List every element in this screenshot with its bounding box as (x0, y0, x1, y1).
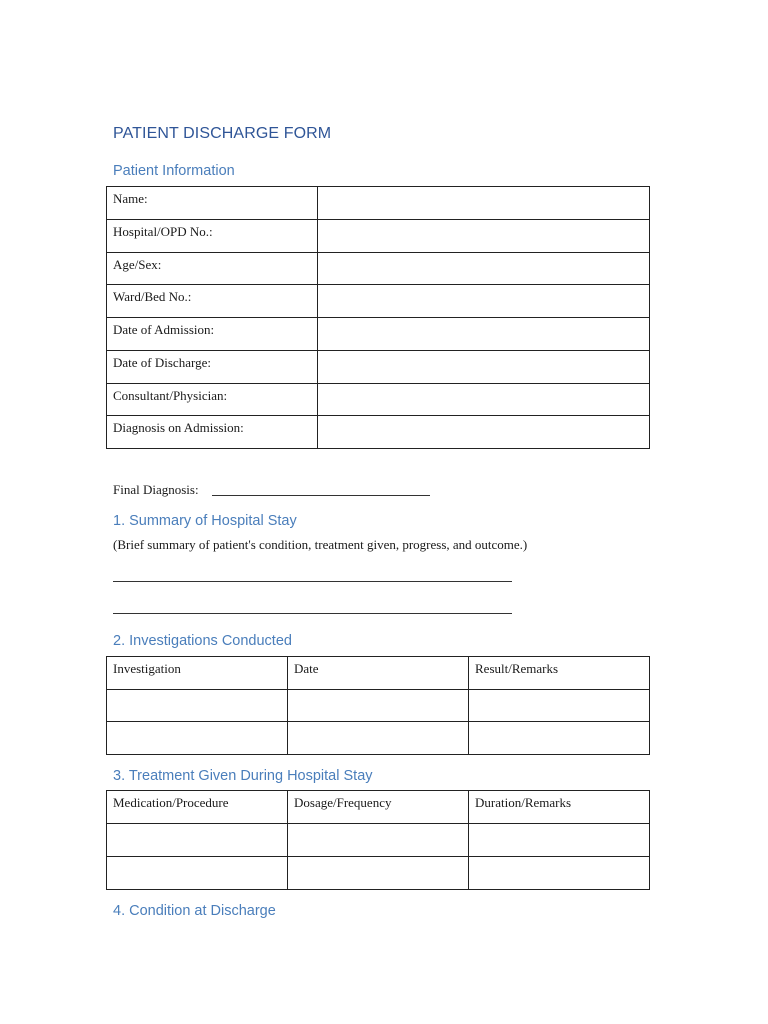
field-label: Hospital/OPD No.: (107, 219, 318, 252)
table-cell[interactable] (288, 689, 469, 722)
summary-heading: 1. Summary of Hospital Stay (113, 513, 297, 529)
field-value[interactable] (318, 318, 650, 351)
table-row (107, 824, 650, 857)
patient-info-row (107, 416, 650, 449)
table-header-row (107, 657, 650, 690)
patient-info-row (107, 252, 650, 285)
field-label: Consultant/Physician: (107, 383, 318, 416)
table-header-cell: Investigation (107, 657, 288, 690)
table-row (107, 689, 650, 722)
table-header-cell: Dosage/Frequency (288, 791, 469, 824)
table-header-cell: Result/Remarks (469, 657, 650, 690)
field-label: Age/Sex: (107, 252, 318, 285)
field-label: Date of Admission: (107, 318, 318, 351)
patient-info-heading: Patient Information (113, 163, 235, 179)
patient-info-row (107, 219, 650, 252)
summary-line-2[interactable] (113, 613, 512, 614)
treatment-table (106, 790, 650, 890)
final-diagnosis (113, 482, 199, 498)
patient-info-row (107, 285, 650, 318)
field-value[interactable] (318, 187, 650, 220)
field-value[interactable] (318, 383, 650, 416)
investigations-table (106, 656, 650, 755)
table-header-cell: Medication/Procedure (107, 791, 288, 824)
summary-line-1[interactable] (113, 581, 512, 582)
table-cell[interactable] (288, 824, 469, 857)
final-diagnosis-label: Final Diagnosis: (113, 482, 199, 497)
table-row (107, 722, 650, 755)
patient-info-row (107, 318, 650, 351)
table-cell[interactable] (288, 722, 469, 755)
field-label: Ward/Bed No.: (107, 285, 318, 318)
field-label: Date of Discharge: (107, 350, 318, 383)
field-value[interactable] (318, 350, 650, 383)
patient-info-row (107, 350, 650, 383)
table-cell[interactable] (107, 824, 288, 857)
table-header-cell: Date (288, 657, 469, 690)
table-cell[interactable] (469, 824, 650, 857)
table-cell[interactable] (107, 689, 288, 722)
field-label: Diagnosis on Admission: (107, 416, 318, 449)
field-value[interactable] (318, 416, 650, 449)
table-cell[interactable] (469, 722, 650, 755)
condition-heading: 4. Condition at Discharge (113, 903, 276, 919)
investigations-heading: 2. Investigations Conducted (113, 633, 292, 649)
patient-info-row (107, 187, 650, 220)
patient-info-row (107, 383, 650, 416)
final-diagnosis-field[interactable] (212, 495, 430, 496)
table-cell[interactable] (107, 857, 288, 890)
form-title: PATIENT DISCHARGE FORM (113, 125, 332, 142)
table-cell[interactable] (469, 857, 650, 890)
patient-info-table (106, 186, 650, 449)
summary-hint: (Brief summary of patient's condition, treatment given, progress, and outcome.) (113, 537, 528, 552)
table-row (107, 857, 650, 890)
table-cell[interactable] (107, 722, 288, 755)
table-cell[interactable] (288, 857, 469, 890)
field-value[interactable] (318, 252, 650, 285)
field-value[interactable] (318, 219, 650, 252)
treatment-heading: 3. Treatment Given During Hospital Stay (113, 768, 373, 784)
table-header-cell: Duration/Remarks (469, 791, 650, 824)
field-label: Name: (107, 187, 318, 220)
table-header-row (107, 791, 650, 824)
field-value[interactable] (318, 285, 650, 318)
table-cell[interactable] (469, 689, 650, 722)
